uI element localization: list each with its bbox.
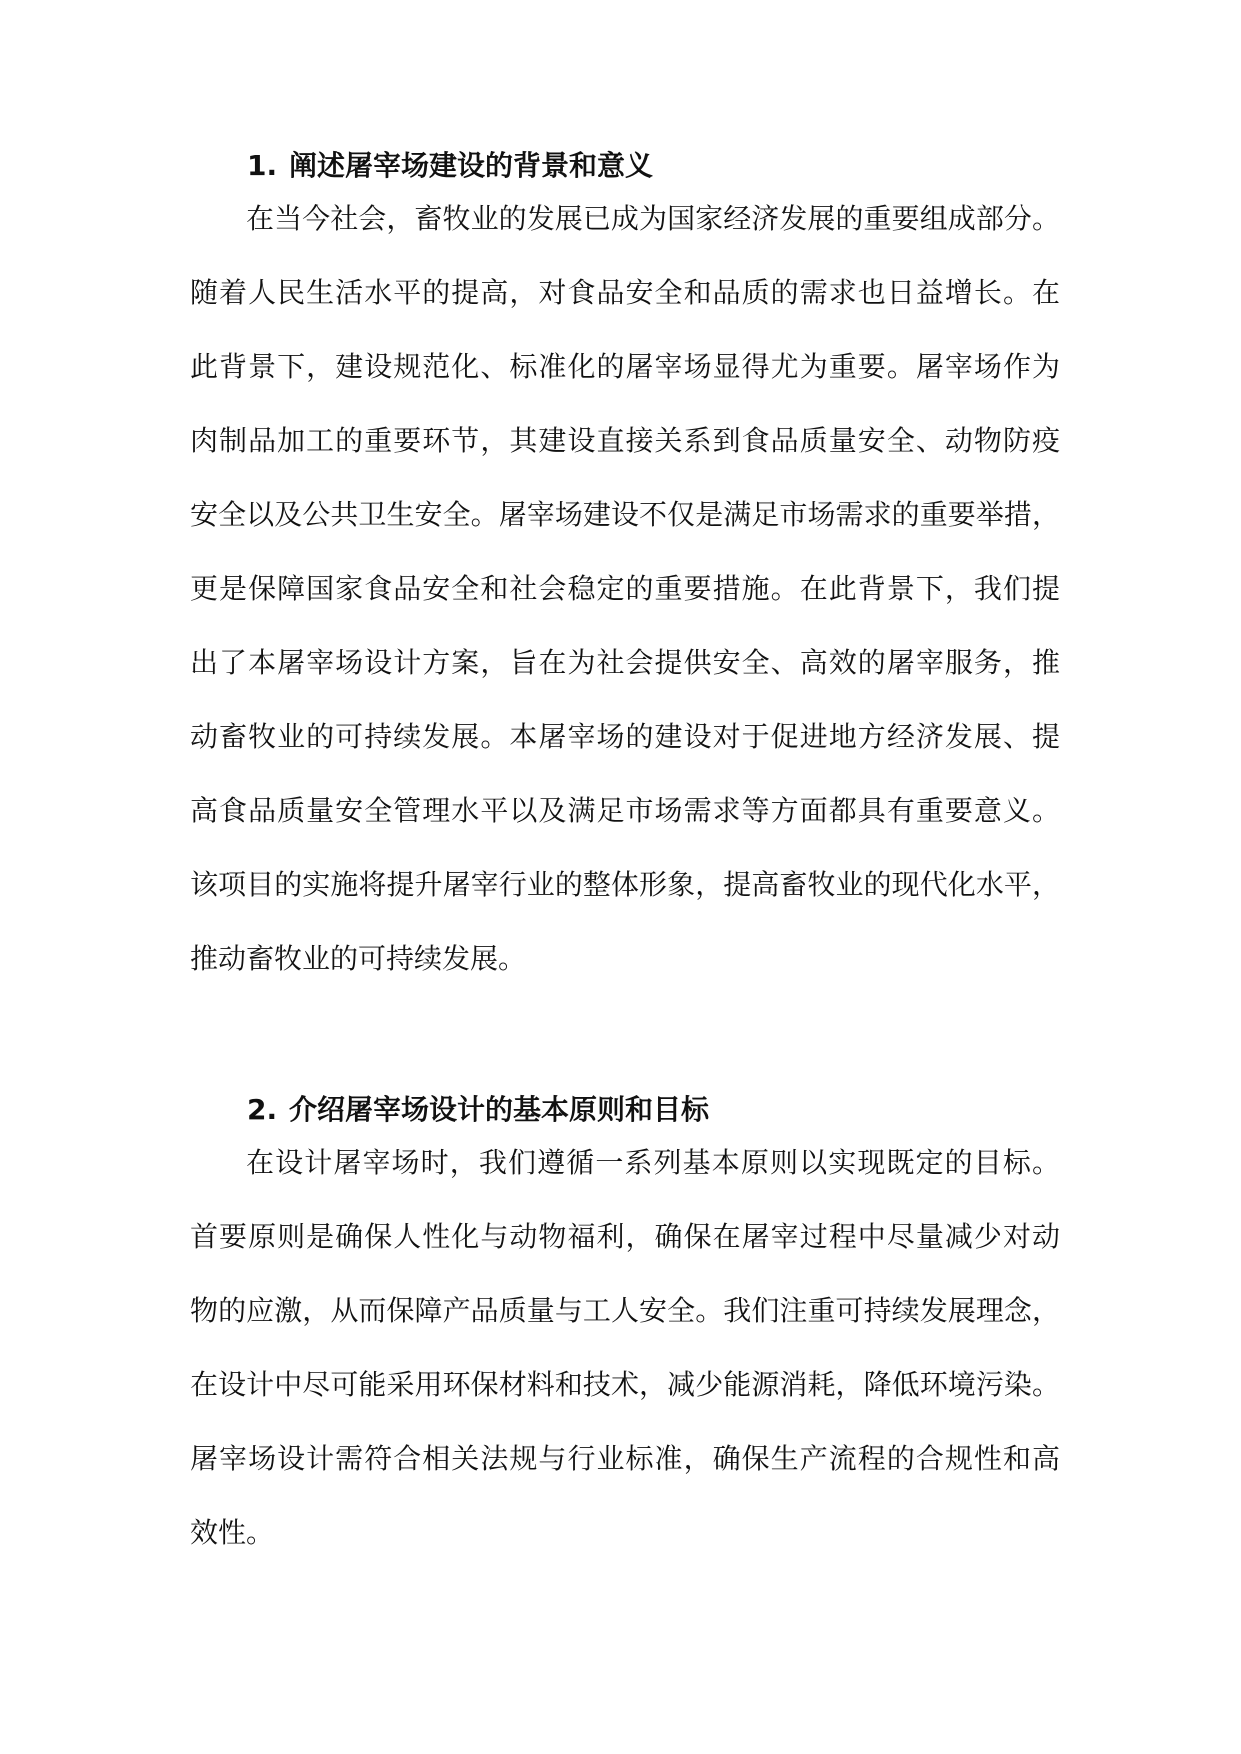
paragraph-line: 在当今社会，畜牧业的发展已成为国家经济发展的重要组成部分。 — [246, 202, 1060, 235]
paragraph-line: 首要原则是确保人性化与动物福利，确保在屠宰过程中尽量减少对动 — [190, 1220, 1060, 1253]
paragraph-line: 肉制品加工的重要环节，其建设直接关系到食品质量安全、动物防疫 — [190, 424, 1060, 457]
section-1-heading — [247, 146, 1067, 186]
section-1-title: 阐述屠宰场建设的背景和意义 — [289, 149, 654, 182]
paragraph-line: 物的应激，从而保障产品质量与工人安全。我们注重可持续发展理念， — [190, 1294, 1060, 1327]
section-2-heading — [247, 1090, 1067, 1130]
paragraph-line: 屠宰场设计需符合相关法规与行业标准，确保生产流程的合规性和高 — [190, 1442, 1060, 1475]
section-2-paragraph — [190, 1126, 1060, 1570]
paragraph-line: 推动畜牧业的可持续发展。 — [190, 942, 527, 975]
section-1-paragraph — [190, 182, 1060, 996]
paragraph-line: 随着人民生活水平的提高，对食品安全和品质的需求也日益增长。在 — [190, 276, 1060, 309]
paragraph-line: 更是保障国家食品安全和社会稳定的重要措施。在此背景下，我们提 — [190, 572, 1060, 605]
paragraph-line: 安全以及公共卫生安全。屠宰场建设不仅是满足市场需求的重要举措， — [190, 498, 1060, 531]
paragraph-line: 效性。 — [190, 1516, 275, 1549]
paragraph-line: 出了本屠宰场设计方案，旨在为社会提供安全、高效的屠宰服务，推 — [190, 646, 1060, 679]
section-2-title: 介绍屠宰场设计的基本原则和目标 — [289, 1093, 710, 1126]
paragraph-line: 高食品质量安全管理水平以及满足市场需求等方面都具有重要意义。 — [190, 794, 1060, 827]
section-2-number: 2. — [247, 1093, 278, 1126]
paragraph-line: 在设计中尽可能采用环保材料和技术，减少能源消耗，降低环境污染。 — [190, 1368, 1060, 1401]
section-1-number: 1. — [247, 149, 278, 182]
paragraph-line: 该项目的实施将提升屠宰行业的整体形象，提高畜牧业的现代化水平， — [190, 868, 1060, 901]
paragraph-line: 在设计屠宰场时，我们遵循一系列基本原则以实现既定的目标。 — [246, 1146, 1060, 1179]
paragraph-line: 此背景下，建设规范化、标准化的屠宰场显得尤为重要。屠宰场作为 — [190, 350, 1060, 383]
paragraph-line: 动畜牧业的可持续发展。本屠宰场的建设对于促进地方经济发展、提 — [190, 720, 1060, 753]
